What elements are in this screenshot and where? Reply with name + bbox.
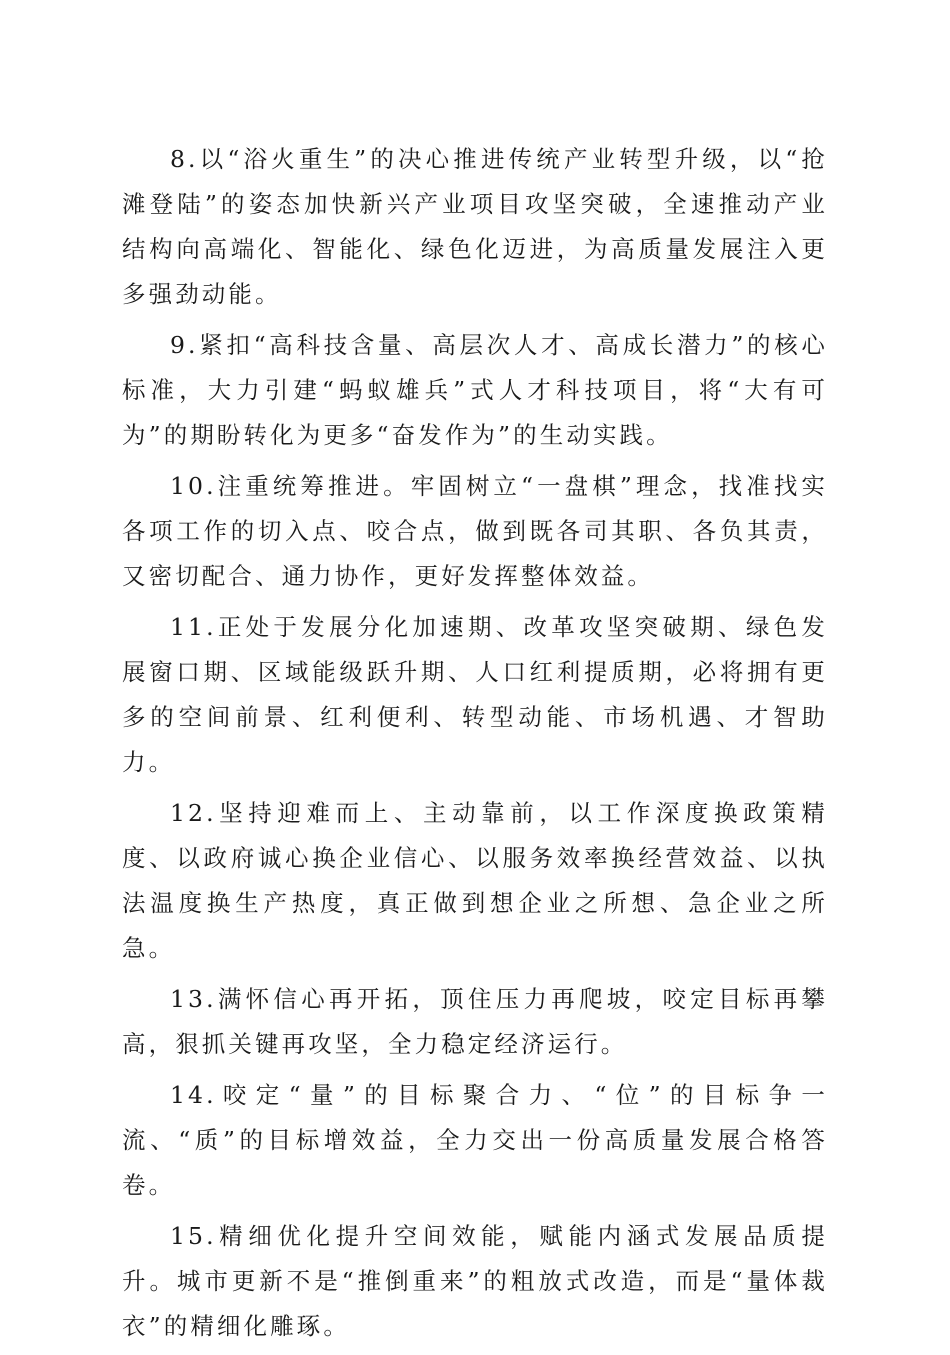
paragraph-8: 8.以“浴火重生”的决心推进传统产业转型升级，以“抢滩登陆”的姿态加快新兴产业项目攻坚突破，全速推动产业结构向高端化、智能化、绿色化迈进，为高质量发展注入更多强劲动能。 (122, 145, 828, 308)
paragraph-9: 9.紧扣“高科技含量、高层次人才、高成长潜力”的核心标准，大力引建“蚂蚁雄兵”式人才科技项目，将“大有可为”的期盼转化为更多“奋发作为”的生动实践。 (122, 331, 828, 449)
paragraph-10: 10.注重统筹推进。牢固树立“一盘棋”理念，找准找实各项工作的切入点、咬合点，做到既各司其职、各负其责，又密切配合、通力协作，更好发挥整体效益。 (122, 472, 828, 590)
paragraph-12: 12.坚持迎难而上、主动靠前，以工作深度换政策精度、以政府诚心换企业信心、以服务效率换经营效益、以执法温度换生产热度，真正做到想企业之所想、急企业之所急。 (122, 799, 828, 962)
paragraph-11: 11.正处于发展分化加速期、改革攻坚突破期、绿色发展窗口期、区域能级跃升期、人口红利提质期，必将拥有更多的空间前景、红利便利、转型动能、市场机遇、才智助力。 (122, 613, 828, 776)
paragraph-14: 14.咬定“量”的目标聚合力、“位”的目标争一流、“质”的目标增效益，全力交出一份高质量发展合格答卷。 (122, 1081, 828, 1199)
paragraph-15: 15.精细优化提升空间效能，赋能内涵式发展品质提升。城市更新不是“推倒重来”的粗放式改造，而是“量体裁衣”的精细化雕琢。 (122, 1222, 828, 1340)
paragraph-13: 13.满怀信心再开拓，顶住压力再爬坡，咬定目标再攀高，狠抓关键再攻坚，全力稳定经济运行。 (122, 985, 828, 1058)
document-body (122, 137, 828, 1355)
